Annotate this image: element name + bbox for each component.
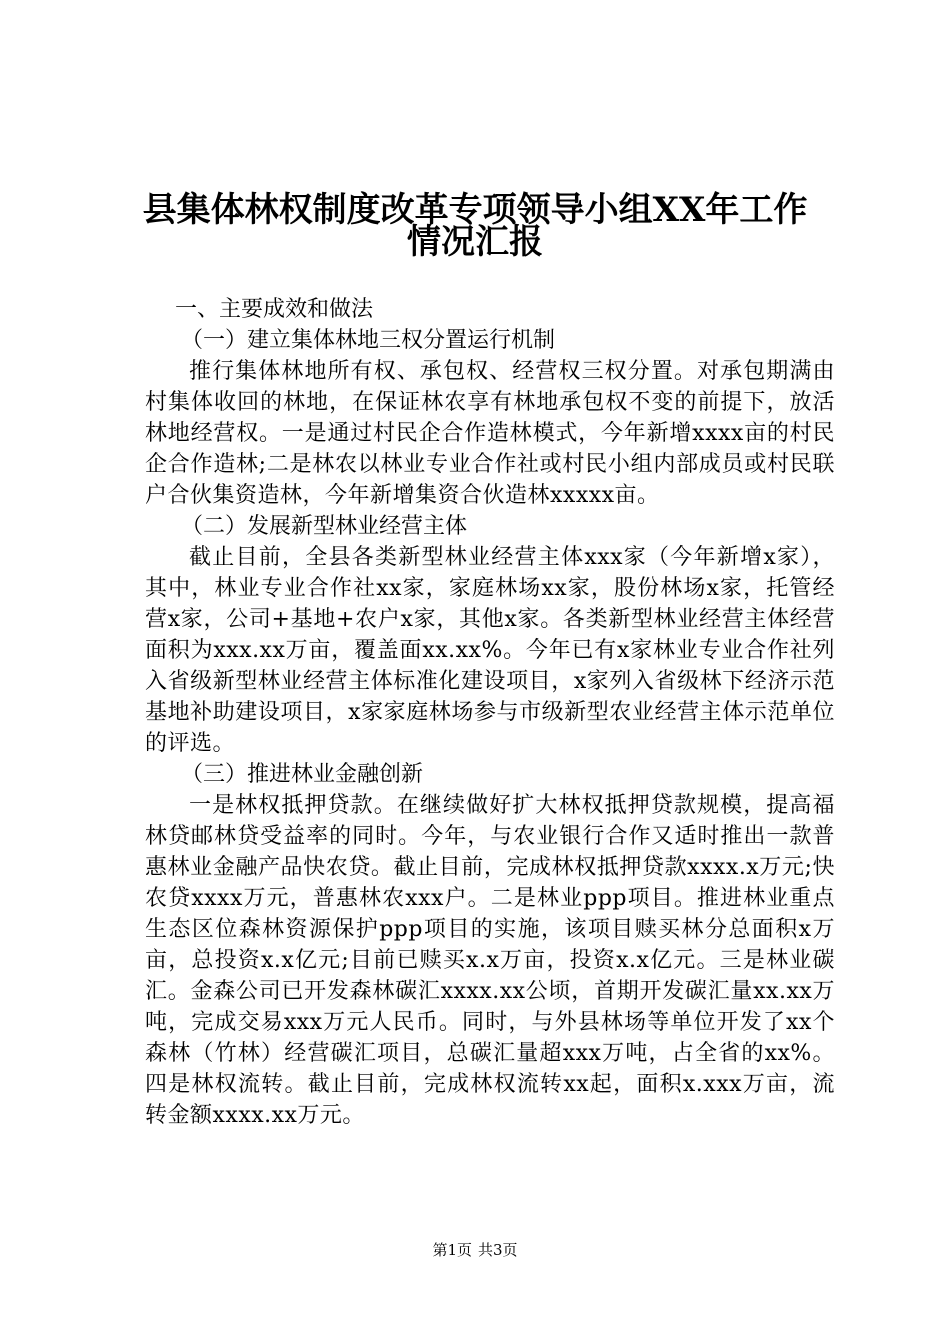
page-number-total: 共3页 — [478, 1241, 518, 1259]
document-title-line-1: 县集体林权制度改革专项领导小组XX年工作 — [142, 190, 808, 230]
document-title-line-2: 情况汇报 — [407, 222, 543, 262]
subsection-paragraph-1: 推行集体林地所有权、承包权、经营权三权分置。对承包期满由村集体收回的林地，在保证林农享有林地承包权不变的前提下，放活林地经营权。一是通过村民企合作造林模式，今年新增xxxx亩的村民企合作造林;二是林农以林业专业合作社或村民小组内部成员或村民联户合伙集资造林，今年新增集资合伙造林xxxxx亩。 — [145, 359, 835, 508]
section-heading-main-results: 一、主要成效和做法 — [175, 297, 374, 322]
subsection-heading-3: （三）推进林业金融创新 — [181, 762, 424, 787]
subsection-heading-2: （二）发展新型林业经营主体 — [181, 514, 468, 539]
subsection-paragraph-3: 一是林权抵押贷款。在继续做好扩大林权抵押贷款规模，提高福林贷邮林贷受益率的同时。今年，与农业银行合作又适时推出一款普惠林业金融产品快农贷。截止目前，完成林权抵押贷款xxxx.x万元;快农贷xxxx万元，普惠林农xxx户。二是林业ppp项目。推进林业重点生态区位森林资源保护ppp项目的实施，该项目赎买林分总面积x万亩，总投资x.x亿元;目前已赎买x.x万亩，投资x.x亿元。三是林业碳汇。金森公司已开发森林碳汇xxxx.xx公顷，首期开发碳汇量xx.xx万吨，完成交易xxx万元人民币。同时，与外县林场等单位开发了xx个森林（竹林）经营碳汇项目，总碳汇量超xxx万吨，占全省的xx%。四是林权流转。截止目前，完成林权流转xx起，面积x.xxx万亩，流转金额xxxx.xx万元。 — [145, 793, 835, 1128]
subsection-paragraph-2: 截止目前，全县各类新型林业经营主体xxx家（今年新增x家），其中，林业专业合作社xx家，家庭林场xx家，股份林场x家，托管经营x家，公司+基地+农户x家，其他x家。各类新型林业经营主体经营面积为xxx.xx万亩，覆盖面xx.xx%。今年已有x家林业专业合作社列入省级新型林业经营主体标准化建设项目，x家列入省级林下经济示范基地补助建设项目，x家家庭林场参与市级新型农业经营主体示范单位的评选。 — [145, 545, 835, 756]
subsection-heading-1: （一）建立集体林地三权分置运行机制 — [181, 328, 556, 353]
document-body — [145, 294, 835, 1131]
page-number-current: 第1页 — [432, 1241, 472, 1259]
page-footer — [0, 1240, 950, 1260]
